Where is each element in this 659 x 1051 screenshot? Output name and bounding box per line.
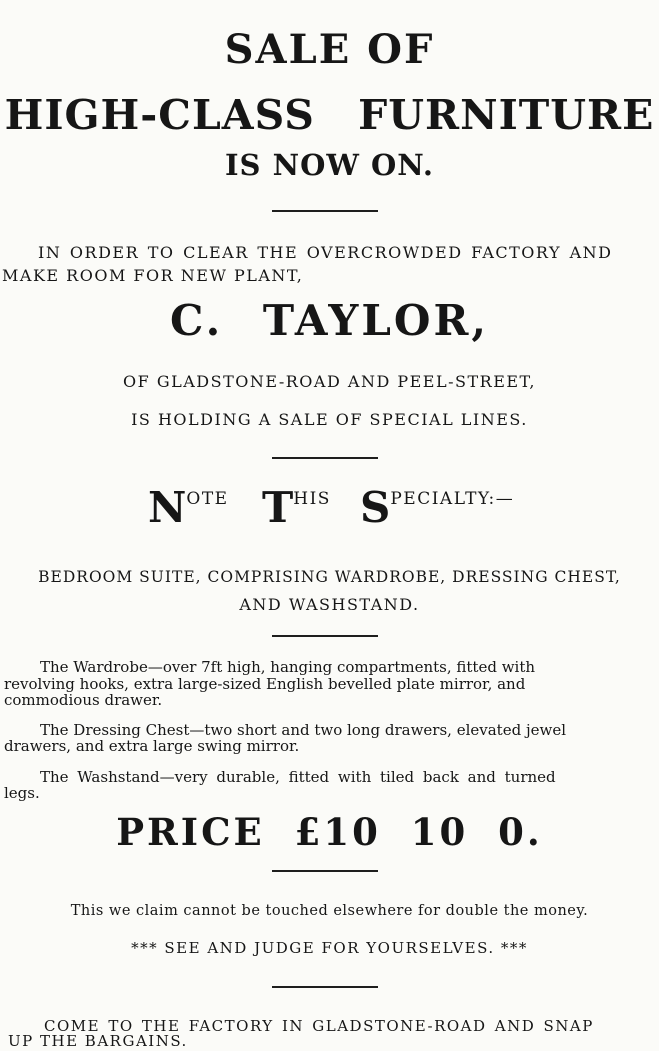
price: PRICE £10 10 0. — [116, 810, 543, 854]
closing-line-2: UP THE BARGAINS. — [8, 1032, 188, 1050]
specialty-rest: HIS — [293, 489, 331, 509]
chest-line-2: drawers, and extra large swing mirror. — [4, 737, 300, 755]
divider-rule — [272, 457, 378, 459]
intro-line-2: MAKE ROOM FOR NEW PLANT, — [2, 266, 304, 285]
specialty-rest: PECIALTY:— — [390, 489, 515, 509]
specialty-initial: N — [148, 483, 187, 532]
washstand-line-2: legs. — [4, 784, 40, 802]
merchant-activity: IS HOLDING A SALE OF SPECIAL LINES. — [131, 410, 528, 429]
merchant-address: OF GLADSTONE-ROAD AND PEEL-STREET, — [123, 372, 536, 391]
divider-rule — [272, 986, 378, 988]
divider-rule — [272, 210, 378, 212]
wardrobe-line-1: The Wardrobe—over 7ft high, hanging compartments, fitted with — [40, 658, 536, 676]
merchant-name: C. TAYLOR, — [169, 296, 489, 345]
divider-rule — [272, 635, 378, 637]
specialty-initial: S — [360, 483, 391, 532]
specialty-rest: OTE — [186, 489, 229, 509]
specialty-word-note — [148, 485, 229, 531]
suite-line-1: BEDROOM SUITE, COMPRISING WARDROBE, DRESSING CHEST, — [38, 568, 621, 586]
headline-sale-of: SALE OF — [224, 26, 435, 73]
specialty-initial: T — [262, 483, 294, 532]
intro-line-1: IN ORDER TO CLEAR THE OVERCROWDED FACTORY AND — [38, 243, 613, 262]
specialty-word-this — [262, 485, 331, 531]
divider-rule — [272, 870, 378, 872]
chest-line-1: The Dressing Chest—two short and two long drawers, elevated jewel — [40, 721, 566, 739]
closing-line-1: COME TO THE FACTORY IN GLADSTONE-ROAD AND SNAP — [44, 1017, 594, 1035]
wardrobe-line-2: revolving hooks, extra large-sized English bevelled plate mirror, and — [4, 675, 526, 693]
claim-text: This we claim cannot be touched elsewhere for double the money. — [70, 903, 589, 919]
suite-line-2: AND WASHSTAND. — [239, 595, 420, 614]
see-and-judge: *** SEE AND JUDGE FOR YOURSELVES. *** — [131, 939, 528, 957]
wardrobe-line-3: commodious drawer. — [4, 691, 163, 709]
washstand-line-1: The Washstand—very durable, fitted with tiled back and turned — [40, 768, 556, 786]
specialty-word-specialty — [360, 485, 514, 531]
headline-high-class-furniture: HIGH-CLASS FURNITURE — [4, 91, 655, 139]
headline-is-now-on: IS NOW ON. — [224, 148, 435, 182]
